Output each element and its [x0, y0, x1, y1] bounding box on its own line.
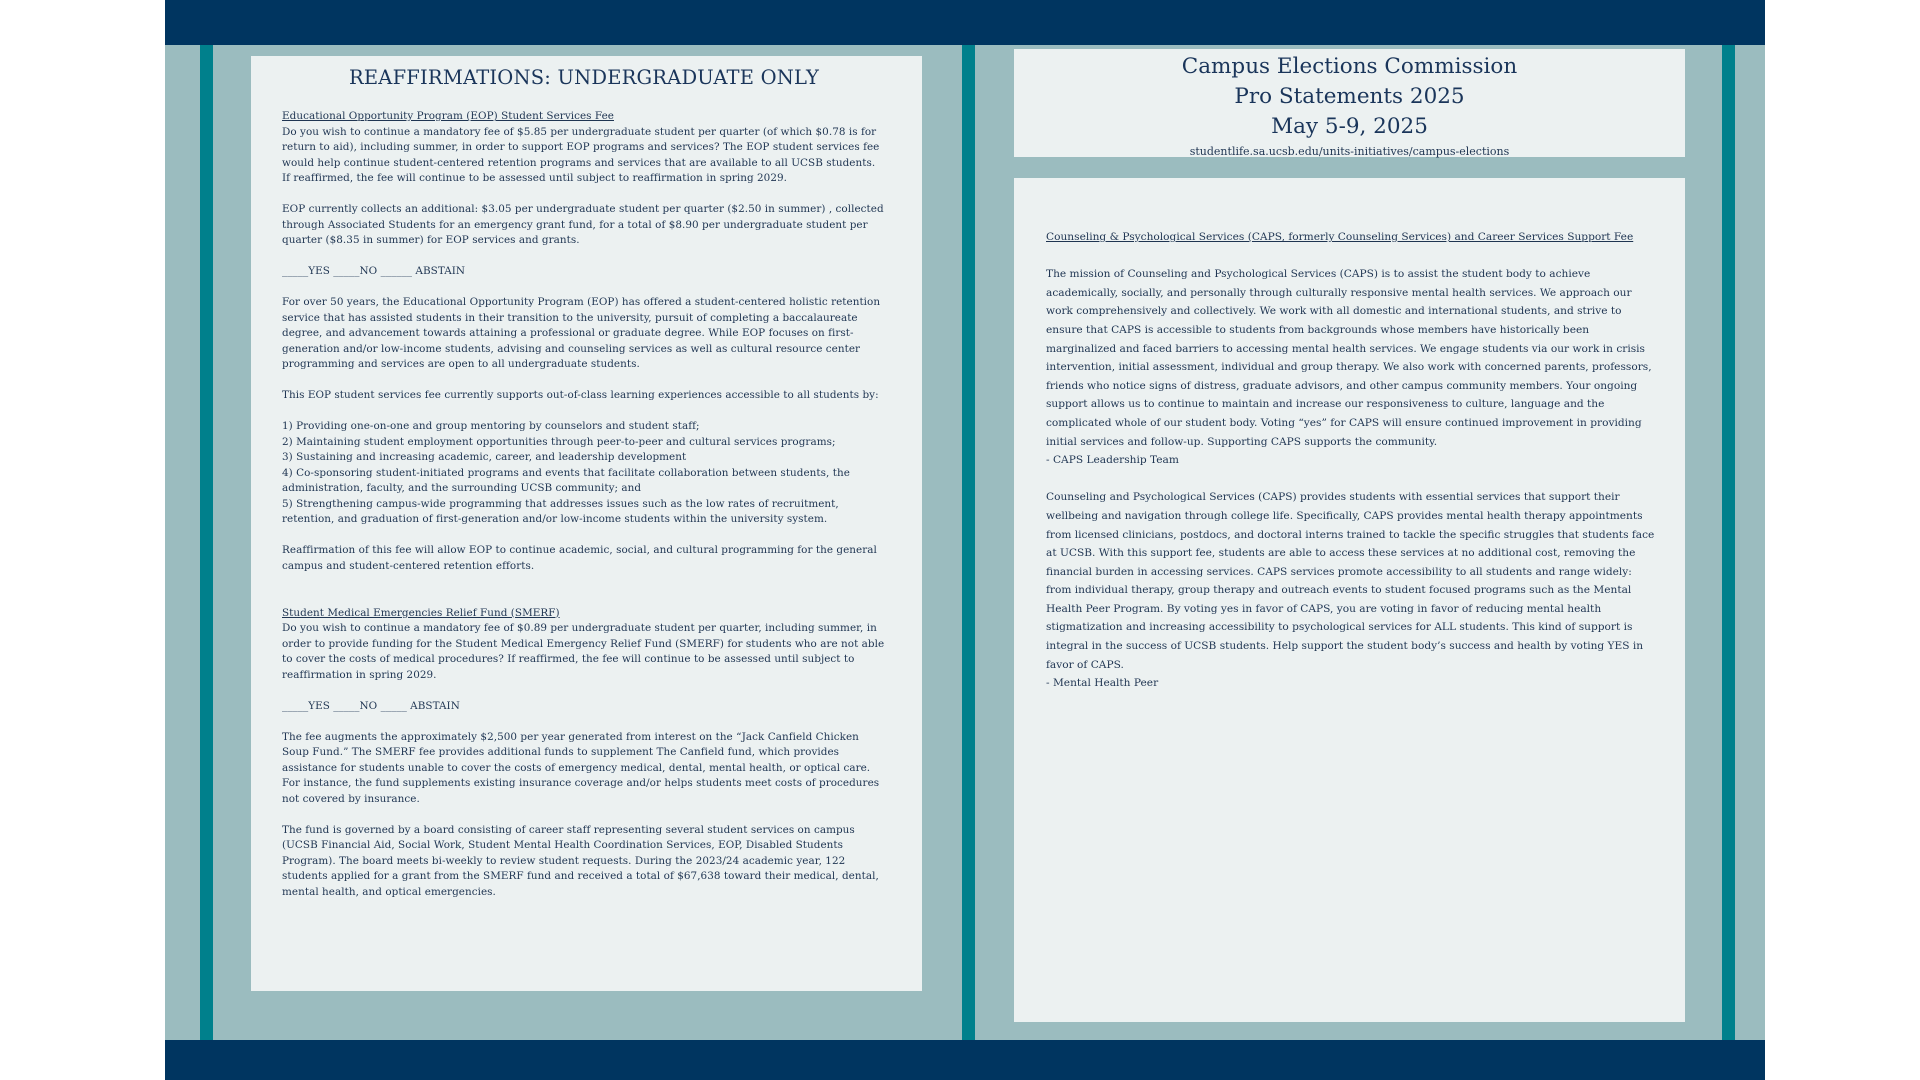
smerf-heading: Student Medical Emergencies Relief Fund (SMERF) [282, 606, 560, 619]
elections-url: studentlife.sa.ucsb.edu/units-initiatives/campus-elections [1189, 145, 1510, 158]
eop-question: Do you wish to continue a mandatory fee of $5.85 per undergraduate student per quarter (of which $0.78 is for return to aid), including summer, in order to support EOP programs and services? The EOP student services fee would help continue student-centered retention programs and services that are available to all UCSB students. If reaffirmed, the fee will continue to be assessed until subject to reaffirmation in spring 2029. [282, 125, 880, 184]
right-page-header [1014, 49, 1685, 157]
list-item: 5) Strengthening campus-wide programming that addresses issues such as the low rates of recruitment, retention, and graduation of first-generation and/or low-income students within the university system. [282, 497, 839, 525]
caps-statement-1 [1046, 265, 1655, 470]
eop-vote-line: _____YES _____NO ______ ABSTAIN [282, 265, 466, 277]
caps-signature-1: - CAPS Leadership Team [1046, 454, 1179, 467]
eop-history: For over 50 years, the Educational Opportunity Program (EOP) has offered a student-centered holistic retention service that has assisted students in their transition to the university, pursuit of completing a baccalaureate degree, and advancement towards attaining a professional or graduate degree. While EOP focuses on first-generation and/or low-income students, advising and counseling services as well as cultural resource center programming and services are open to all undergraduate students. [282, 296, 881, 370]
eop-additional: EOP currently collects an additional: $3.05 per undergraduate student per quarter ($2.50 in summer) , collected through Associated Students for an emergency grant fund, for a total of $8.90 per undergraduate student per quarter ($8.35 in summer) for EOP services and grants. [282, 203, 884, 246]
pro-statements-title: Pro Statements 2025 [1234, 84, 1465, 109]
bottom-band [165, 1040, 1765, 1080]
caps-statement-2-text: Counseling and Psychological Services (CAPS) provides students with essential services that support their wellbeing and navigation through college life. Specifically, CAPS provides mental health therapy appointments from licensed clinicians, postdocs, and doctoral interns trained to tackle the specific struggles that students face at UCSB. With this support fee, students are able to access these services at no additional cost, removing the financial burden in accessing services. CAPS services promote accessibility to all students and range widely: from individual therapy, group therapy and outreach events to student focused programs such as the Mental Health Peer Program. By voting yes in favor of CAPS, you are voting in favor of reducing mental health stigmatization and increasing accessibility to psychological services for ALL students. This kind of support is integral in the success of UCSB students. Help support the student body’s success and health by voting YES in favor of CAPS. [1046, 491, 1655, 671]
eop-heading: Educational Opportunity Program (EOP) Student Services Fee [282, 110, 614, 122]
smerf-governance: The fund is governed by a board consisting of career staff representing several student services on campus (UCSB Financial Aid, Social Work, Student Mental Health Coordination Services, EOP, Disabled Students Program). The board meets bi-weekly to review student requests. During the 2023/24 academic year, 122 students applied for a grant from the SMERF fund and received a total of $67,638 toward their medical, dental, mental health, and optical emergencies. [282, 823, 879, 898]
top-band [165, 0, 1765, 45]
commission-title: Campus Elections Commission [1181, 54, 1518, 79]
smerf-augment: The fee augments the approximately $2,500 per year generated from interest on the “Jack Canfield Chicken Soup Fund.” The SMERF fee provides additional funds to supplement The Canfield fund, which provides assistance for students unable to cover the costs of emergency medical, dental, mental health, or optical care. For instance, the fund supplements existing insurance coverage and/or helps students meet costs of procedures not covered by insurance. [282, 730, 880, 805]
eop-section [282, 109, 886, 187]
caps-signature-2: - Mental Health Peer [1046, 677, 1159, 690]
eop-supports-list [282, 419, 886, 528]
list-item: 3) Sustaining and increasing academic, career, and leadership development [282, 451, 687, 463]
smerf-vote-line: _____YES _____NO _____ ABSTAIN [282, 699, 460, 712]
document-frame [165, 0, 1765, 1080]
right-teal-stripe [1722, 45, 1735, 1040]
left-teal-stripe [200, 45, 213, 1040]
election-dates: May 5-9, 2025 [1271, 114, 1428, 139]
smerf-section [282, 606, 886, 684]
left-page [251, 56, 922, 991]
page-title: REAFFIRMATIONS: UNDERGRADUATE ONLY [348, 66, 820, 89]
eop-closing: Reaffirmation of this fee will allow EOP to continue academic, social, and cultural programming for the general campus and student-centered retention efforts. [282, 544, 877, 572]
caps-statement-1-text: The mission of Counseling and Psychological Services (CAPS) is to assist the student body to achieve academically, socially, and personally through culturally responsive mental health services. We approach our work comprehensively and collectively. We work with all domestic and international students, and strive to ensure that CAPS is accessible to students from backgrounds whose members have historically been marginalized and faced barriers to accessing mental health services. We engage students via our work in crisis intervention, initial assessment, individual and group therapy. We also work with concerned parents, professors, friends who notice signs of distress, graduate advisors, and other campus community members. Your ongoing support allows us to continue to maintain and increase our responsiveness to culture, language and the complicated whole of our student body. Voting “yes” for CAPS will ensure continued improvement in providing initial services and follow-up. Supporting CAPS supports the community. [1046, 268, 1652, 448]
eop-supports-intro: This EOP student services fee currently supports out-of-class learning experiences accessible to all students by: [282, 389, 879, 401]
center-teal-stripe [962, 45, 975, 1040]
right-page [1014, 178, 1685, 1022]
list-item: 2) Maintaining student employment opportunities through peer-to-peer and cultural services programs; [282, 435, 836, 448]
smerf-question: Do you wish to continue a mandatory fee of $0.89 per undergraduate student per quarter, including summer, in order to provide funding for the Student Medical Emergency Relief Fund (SMERF) for students who are not able to cover the costs of medical procedures? If reaffirmed, the fee will continue to be assessed until subject to reaffirmation in spring 2029. [282, 622, 885, 681]
list-item: 4) Co-sponsoring student-initiated programs and events that facilitate collaboration between students, the administration, faculty, and the surrounding UCSB community; and [282, 466, 850, 494]
list-item: 1) Providing one-on-one and group mentoring by counselors and student staff; [282, 420, 700, 432]
caps-heading: Counseling & Psychological Services (CAPS, formerly Counseling Services) and Career Services Support Fee [1046, 231, 1634, 243]
caps-statement-2 [1046, 488, 1655, 693]
